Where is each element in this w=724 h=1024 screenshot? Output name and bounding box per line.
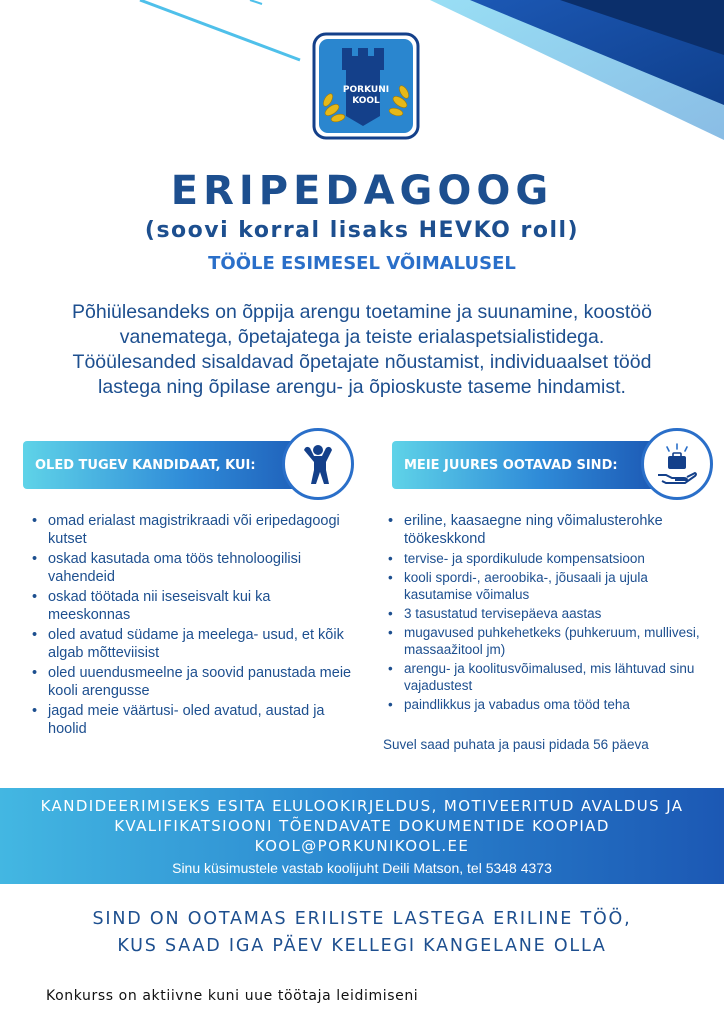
contact-email[interactable]: KOOL@PORKUNIKOOL.EE xyxy=(254,837,470,855)
svg-text:KOOL: KOOL xyxy=(352,96,380,106)
intro-line: lastega ning õpilase arengu- ja õpioskuste taseme hindamist. xyxy=(98,376,626,398)
benefits-heading xyxy=(392,441,660,489)
list-item: • tervise- ja spordikulude kompensatsioon xyxy=(388,550,708,567)
list-item: • oled uuendusmeelne ja soovid panustada meie kooli arengusse xyxy=(32,664,352,700)
svg-text:PORKUNI: PORKUNI xyxy=(342,85,390,95)
application-instructions xyxy=(0,788,724,884)
list-item: • mugavused puhkehetkeks (puhkeruum, mullivesi, massaažitool jm) xyxy=(388,624,708,658)
list-item: • eriline, kaasaegne ning võimalusterohke töökeskkond xyxy=(388,512,708,548)
slogan-line: KUS SAAD IGA PÄEV KELLEGI KANGELANE OLLA xyxy=(117,936,607,956)
footer-note: Konkurss on aktiivne kuni uue töötaja leidimiseni xyxy=(46,988,419,1004)
list-item: • oled avatud südame ja meelega- usud, et kõik algab mõtteviisist xyxy=(32,626,352,662)
slogan-line: SIND ON OOTAMAS ERILISTE LASTEGA ERILINE TÖÖ, xyxy=(92,909,632,929)
vacation-note: Suvel saad puhata ja pausi pidada 56 päeva xyxy=(383,737,649,752)
list-item: • jagad meie väärtusi- oled avatud, austad ja hoolid xyxy=(32,702,352,738)
intro-line: Tööülesanded sisaldavad õpetajate nõustamist, individuaalset tööd xyxy=(72,351,652,373)
slogan xyxy=(0,906,724,960)
banner-label: OLED TUGEV KANDIDAAT, KUI: xyxy=(35,457,256,473)
porkuni-kool-logo xyxy=(312,32,420,140)
list-item: • 3 tasustatud tervisepäeva aastas xyxy=(388,605,708,622)
list-item: • oskad kasutada oma töös tehnoloogilisi vahendeid xyxy=(32,550,352,586)
list-item: • arengu- ja koolitusvõimalused, mis lähtuvad sinu vajadustest xyxy=(388,660,708,694)
list-item: • oskad töötada nii iseseisvalt kui ka meeskonnas xyxy=(32,588,352,624)
intro-line: vanematega, õpetajatega ja teiste erialaspetsialistidega. xyxy=(119,326,605,348)
candidate-requirements-heading xyxy=(23,441,323,489)
apply-line: KANDIDEERIMISEKS ESITA ELULOOKIRJELDUS, MOTIVEERITUD AVALDUS JA xyxy=(40,797,684,815)
briefcase-hand-icon xyxy=(641,428,713,500)
intro-line: Põhiülesandeks on õppija arengu toetamine ja suunamine, koostöö xyxy=(72,301,652,323)
page-title: ERIPEDAGOOG xyxy=(170,168,554,214)
job-description xyxy=(30,300,694,400)
apply-line: KVALIFIKATSIOONI TÕENDAVATE DOKUMENTIDE KOOPIAD xyxy=(114,817,610,835)
list-item: • omad erialast magistrikraadi või eripedagoogi kutset xyxy=(32,512,352,548)
page-subtitle: (soovi korral lisaks HEVKO roll) xyxy=(144,218,580,243)
strong-person-icon xyxy=(282,428,354,500)
banner-label: MEIE JUURES OOTAVAD SIND: xyxy=(404,457,618,473)
list-item: • kooli spordi-, aeroobika-, jõusaali ja ujula kasutamise võimalus xyxy=(388,569,708,603)
start-date-note: TÖÖLE ESIMESEL VÕIMALUSEL xyxy=(208,253,516,274)
contact-person: Sinu küsimustele vastab koolijuht Deili Matson, tel 5348 4373 xyxy=(172,860,552,876)
candidate-requirements-list xyxy=(32,512,352,740)
list-item: • paindlikkus ja vabadus oma tööd teha xyxy=(388,696,708,713)
benefits-list xyxy=(388,512,708,715)
